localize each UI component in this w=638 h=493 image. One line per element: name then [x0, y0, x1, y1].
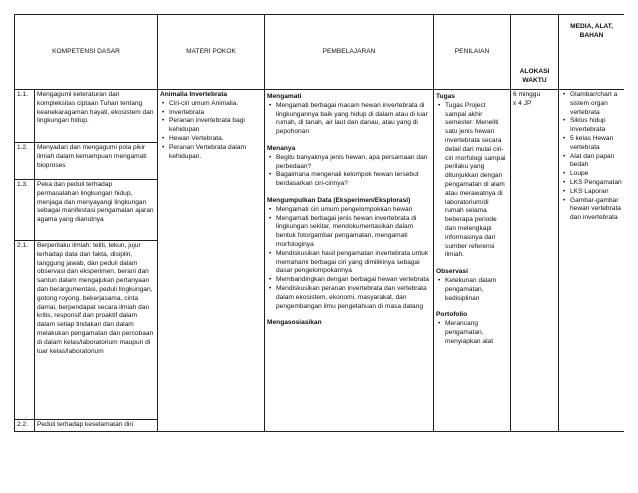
kd-number: 2.1.	[15, 241, 35, 420]
observasi-list	[436, 277, 508, 303]
media-cell	[559, 90, 624, 432]
materi-cell	[158, 90, 265, 432]
menanya-heading: Menanya	[267, 144, 296, 152]
observasi-item: • Ketekunan dalam pengamatan, kedisiplinan	[436, 277, 508, 303]
alokasi-line1: 6 minggu	[513, 91, 541, 98]
mengumpulkan-item: • Mendiskusikan hasil pengamatan invertebrata untuk memahami berbagai ciri yang dimilikinya sebagai dasar pengelompokannya	[267, 250, 431, 276]
kd-number: 1.2.	[15, 143, 35, 180]
header-row	[15, 15, 625, 90]
mengumpulkan-heading: Mengumpulkan Data (Eksperimen/Eksplorasi)	[267, 196, 411, 204]
pembelajaran-cell	[265, 90, 434, 432]
portofolio-list	[436, 320, 508, 346]
kd-number: 1.3.	[15, 180, 35, 241]
media-list	[561, 91, 622, 223]
header-materi: MATERI POKOK	[158, 15, 265, 90]
media-item: • Gambar-gambar hewan vertebrata dan invertebrata	[561, 197, 622, 223]
media-item: • Siklus hidup Invertebrata	[561, 117, 622, 135]
kd-number: 2.2.	[15, 420, 35, 432]
kd-text: Menyadari dan mengagumi pola pikir ilmiah dalam kemampuan mengamati bioproses	[35, 143, 158, 180]
mengasosiasikan-heading: Mengasosiasikan	[267, 319, 322, 327]
mengamati-item: • Mengamati berbagai macam hewan invertebrata di lingkungannya baik yang hidup di dalam atau di luar rumah, di tanah, air laut dan danau, atau yang di pepohonan	[267, 102, 431, 137]
media-item: • Glambar/chart a sistem organ vertebrata	[561, 91, 622, 117]
kd-row	[15, 90, 625, 143]
mengumpulkan-list	[267, 206, 431, 312]
header-penilaian: PENILAIAN	[434, 15, 511, 90]
mengumpulkan-item: • Mendiskusikan peranan invertebrata dan vertebrata dalam ekosistem, ekonomi, masyarakat, dan pengembangan ilmu pengetahuan di masa datang	[267, 285, 431, 311]
materi-title: Animalia Invertebrata	[160, 91, 228, 98]
penilaian-cell	[434, 90, 511, 432]
mengumpulkan-item: • Membandingkan dengan berbagai hewan vertebrata	[267, 276, 431, 285]
kd-text: Berperilaku ilmiah: teliti, tekun, jujur terhadap data dan fakta, disiplin, tanggung jawab, dan peduli dalam observasi dan eksperimen, berani dan santun dalam mengajukan pertanyaan dan berargumentasi, peduli lingkungan, gotong royong, bekerjasama, cinta damai, berpendapat secara ilmiah dan kritis, responsif dan proaktif dalam dalam setiap tindakan dan dalam melakukan pengamatan dan percobaan di dalam kelas/laboratorium maupun di luar kelas/laboratorium	[35, 241, 158, 420]
tugas-heading: Tugas	[436, 93, 455, 100]
materi-item: • Peranan Vertebrata dalam kehidupan.	[160, 144, 262, 162]
materi-list	[160, 100, 262, 162]
mengumpulkan-item: • Mengamati ciri umum pengelompokkan hewan	[267, 206, 431, 215]
materi-item: • Invertebrata	[160, 109, 262, 118]
menanya-list	[267, 154, 431, 189]
media-item: • LKS Laporan	[561, 188, 622, 197]
kd-text: Peduli terhadap keselamatan diri	[35, 420, 158, 432]
syllabus-table	[14, 14, 624, 432]
kd-number: 1.1.	[15, 90, 35, 143]
materi-item: • Peranan invertebrata bagi kehidupan	[160, 117, 262, 135]
media-item: • 5 kelas Hewan vertebrata	[561, 135, 622, 153]
mengamati-list	[267, 102, 431, 137]
media-item: • Alat dan papan bedah	[561, 153, 622, 171]
mengamati-heading: Mengamati	[267, 93, 302, 100]
menanya-item: • Begitu banyaknya jenis hewan, apa persamaan dan perbedaan?	[267, 154, 431, 172]
materi-item: • Ciri-ciri umum Animalia.	[160, 100, 262, 109]
materi-item: • Hewan Vertebrata.	[160, 135, 262, 144]
alokasi-cell	[511, 90, 559, 432]
alokasi-line2: x 4 JP	[513, 99, 532, 107]
portofolio-heading: Portofolio	[436, 311, 468, 319]
header-media: MEDIA, ALAT, BAHAN	[559, 15, 624, 90]
tugas-list	[436, 102, 508, 260]
tugas-item: • Tugas Project sampai akhir semester: Meneliti satu jenis hewan invertebrata secara detail dari mulai ciri-ciri morfologi sampai perilaku yang ditunjukkan dengan pengamatan di alam atau merawatnya di laboratorium/di rumah selama beberapa periode dan melengkapi informasinya dari sumber referensi ilmiah.	[436, 102, 508, 260]
mengumpulkan-item: • Mengamati berbagai jenis hewan invertebrata di lingkungan sekitar, mendokumentasikan dalam bentuk foto/gambar pengamatan, mengamati morfologinya	[267, 215, 431, 250]
media-item: • LKS Pengamatan	[561, 179, 622, 188]
kd-text: Peka dan peduli terhadap permasalahan lingkungan hidup, menjaga dan menyayangi lingkungan sebagai manifestasi pengamalan ajaran agama yang dianutnya	[35, 180, 158, 241]
header-pembelajaran: PEMBELAJARAN	[265, 15, 434, 90]
header-kompetensi: KOMPETENSI DASAR	[15, 15, 158, 90]
header-alokasi: ALOKASI WAKTU	[511, 15, 559, 90]
observasi-heading: Observasi	[436, 268, 468, 276]
kd-text: Mengagumi keteraturan dan kompleksitas ciptaan Tuhan tentang keanekaragaman hayati, ekosistem dan lingkungan hidup.	[35, 90, 158, 143]
syllabus-sheet	[14, 14, 624, 493]
portofolio-item: • Merancang pengamatan, menyiapkan alat	[436, 320, 508, 346]
media-item: • Loupe	[561, 170, 622, 179]
menanya-item: • Bagaimana mengenali kelompok hewan tersebut berdasarkan ciri-cirinya?	[267, 171, 431, 189]
